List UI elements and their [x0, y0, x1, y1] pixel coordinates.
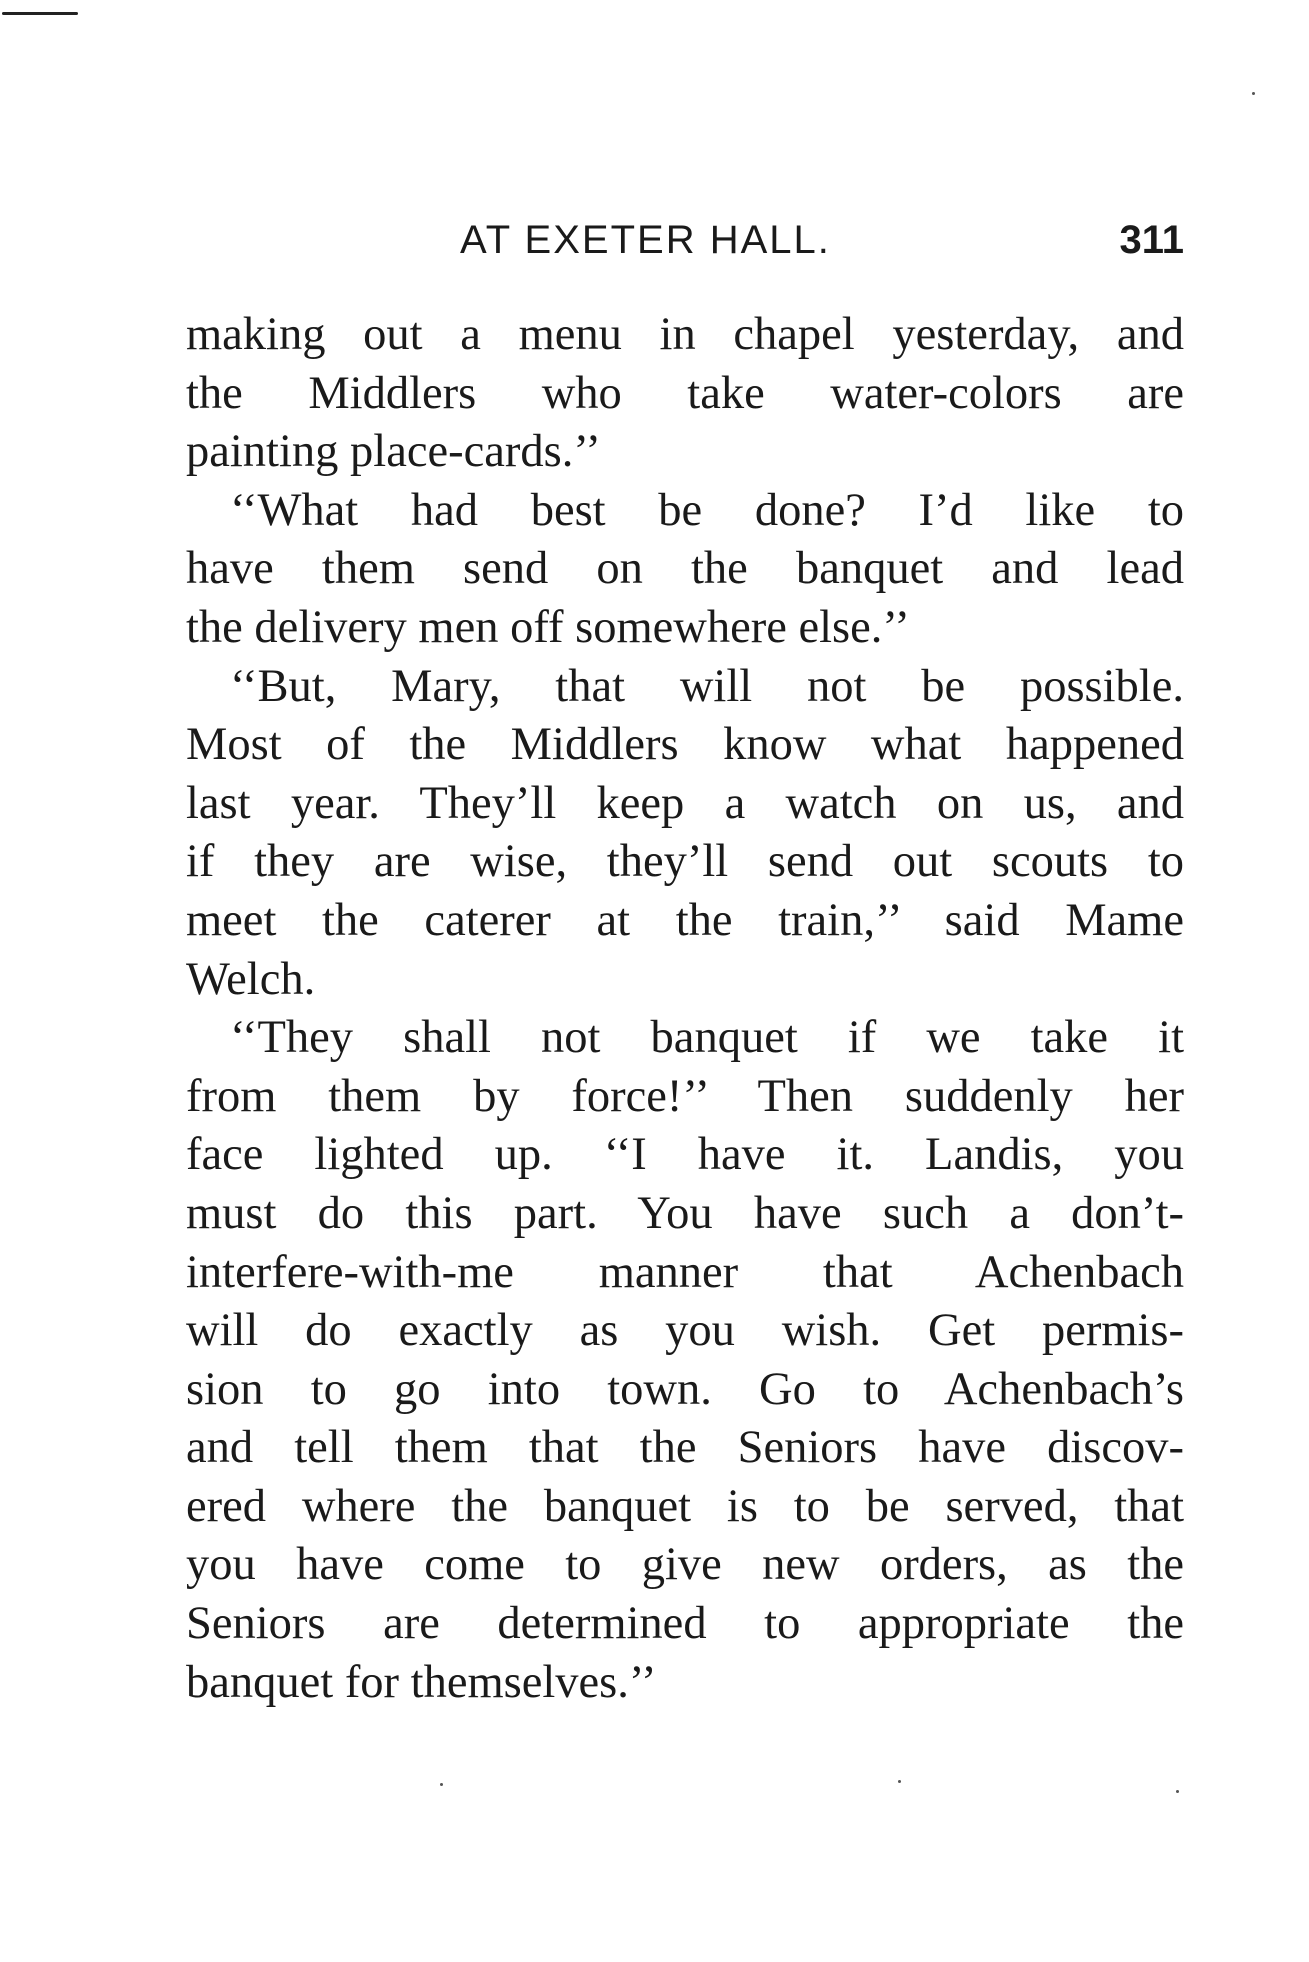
text-line: Seniors are determined to appropriate the	[186, 1598, 1184, 1650]
scan-speck	[1252, 92, 1255, 95]
text-line: the delivery men off somewhere else.’’	[186, 601, 910, 653]
paragraph	[186, 306, 1184, 482]
text-line: Welch.	[186, 953, 316, 1005]
body-text	[186, 306, 1184, 1712]
text-line: ered where the banquet is to be served, that	[186, 1480, 1184, 1532]
running-header	[186, 210, 1184, 270]
running-title: AT EXETER HALL.	[460, 218, 831, 262]
scan-speck	[440, 1783, 443, 1786]
text-line: ‘‘What had best be done? I’d like to	[230, 484, 1184, 536]
text-line: must do this part. You have such a don’t-	[186, 1187, 1184, 1239]
text-line: have them send on the banquet and lead	[186, 543, 1184, 595]
paragraph	[186, 658, 1184, 1010]
text-line: if they are wise, they’ll send out scouts to	[186, 836, 1184, 888]
text-line: will do exactly as you wish. Get permis-	[186, 1305, 1184, 1357]
text-line: sion to go into town. Go to Achenbach’s	[186, 1363, 1184, 1415]
paragraph	[186, 1009, 1184, 1712]
text-line: last year. They’ll keep a watch on us, and	[186, 777, 1184, 829]
text-line: ‘‘They shall not banquet if we take it	[230, 1012, 1184, 1064]
scan-corner-mark	[2, 12, 78, 15]
text-line: painting place-cards.’’	[186, 426, 601, 478]
text-line: face lighted up. ‘‘I have it. Landis, you	[186, 1129, 1184, 1181]
text-line: making out a menu in chapel yesterday, and	[186, 309, 1184, 360]
scan-speck	[1176, 1790, 1179, 1793]
page-number: 311	[1119, 218, 1184, 262]
text-line: Most of the Middlers know what happened	[186, 719, 1184, 771]
text-line: and tell them that the Seniors have discov-	[186, 1422, 1184, 1474]
text-line: the Middlers who take water-colors are	[186, 367, 1184, 419]
paragraph	[186, 482, 1184, 658]
text-line: from them by force!’’ Then suddenly her	[186, 1070, 1184, 1122]
text-line: banquet for themselves.’’	[186, 1656, 657, 1708]
scan-speck	[898, 1780, 901, 1783]
text-line: ‘‘But, Mary, that will not be possible.	[230, 660, 1184, 712]
text-line: interfere-with-me manner that Achenbach	[186, 1246, 1184, 1298]
text-line: you have come to give new orders, as the	[186, 1539, 1184, 1591]
text-line: meet the caterer at the train,’’ said Mame	[186, 894, 1184, 946]
